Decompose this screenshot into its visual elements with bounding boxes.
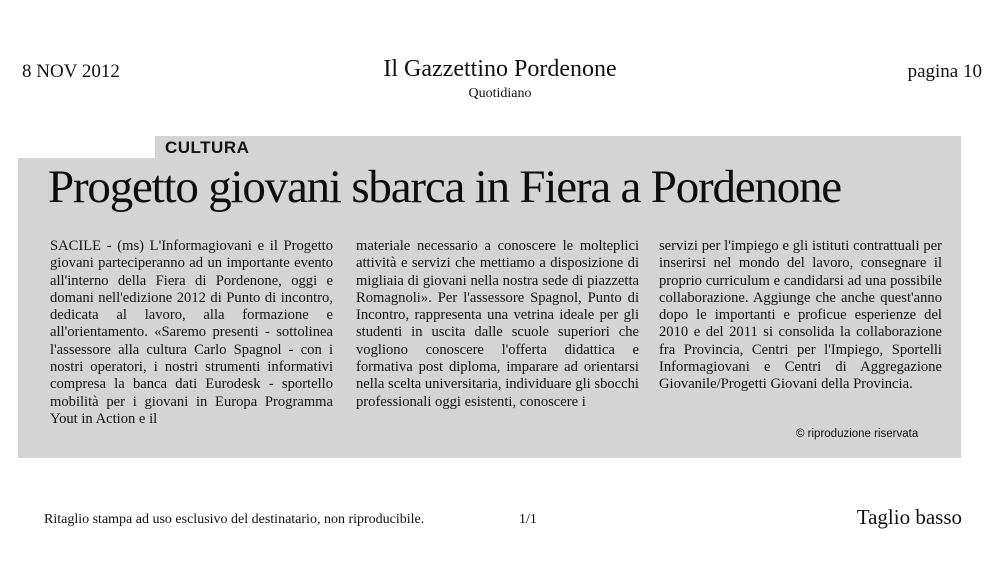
newspaper-name: Il Gazzettino Pordenone xyxy=(383,56,617,82)
publication-frequency: Quotidiano xyxy=(468,86,532,101)
article-column-3: servizi per l'impiego e gli istituti contrattuali per inserirsi nel mondo del lavoro, consegnare il proprio curriculum e candidarsi ad una possibile collaborazione. Aggiunge che anche quest'anno dopo le importanti e proficue esperienze del 2010 e del 2011 si consolida la collaborazione fra Provincia, Centri per l'Impiego, Sportelli Informagiovani e Centri di Aggregazione Giovanile/Progetti Giovani della Provincia. xyxy=(659,238,942,393)
copyright-notice: © riproduzione riservata xyxy=(796,428,919,440)
publication-date: 8 NOV 2012 xyxy=(22,61,120,82)
article-column-2: materiale necessario a conoscere le molteplici attività e servizi che mettiamo a disposizione di migliaia di giovani nella nostra sede di piazzetta Romagnoli». Per l'assessore Spagnol, Punto di Incontro, rappresenta una vetrina ideale per gli studenti in uscita dalle scuole superiori che vogliono conoscere l'offerta didattica e formativa post diploma, imparare ad orientarsi nella scelta universitaria, individuare gli sbocchi professionali oggi esistenti, conoscere i xyxy=(356,238,639,410)
article-column-1: SACILE - (ms) L'Informagiovani e il Progetto giovani parteciperanno ad un importante evento all'interno della Fiera di Pordenone, oggi e domani nell'edizione 2012 di Punto di incontro, dedicata al lavoro, alla formazione e all'orientamento. «Saremo presenti - sottolinea l'assessore alla cultura Carlo Spagnol - con i nostri operatori, i nostri strumenti informativi compresa la banca dati Eurodesk - sportello mobilità per i giovani in Europa Programma Yout in Action e il xyxy=(50,238,333,427)
footer-cut-type: Taglio basso xyxy=(856,505,962,529)
footer-page-count: 1/1 xyxy=(519,512,537,527)
page-number: pagina 10 xyxy=(907,61,982,82)
footer-note: Ritaglio stampa ad uso esclusivo del destinatario, non riproducibile. xyxy=(44,512,425,527)
section-label: CULTURA xyxy=(165,138,250,157)
clipping-background-top xyxy=(155,136,961,158)
article-headline: Progetto giovani sbarca in Fiera a Pordenone xyxy=(48,161,841,213)
